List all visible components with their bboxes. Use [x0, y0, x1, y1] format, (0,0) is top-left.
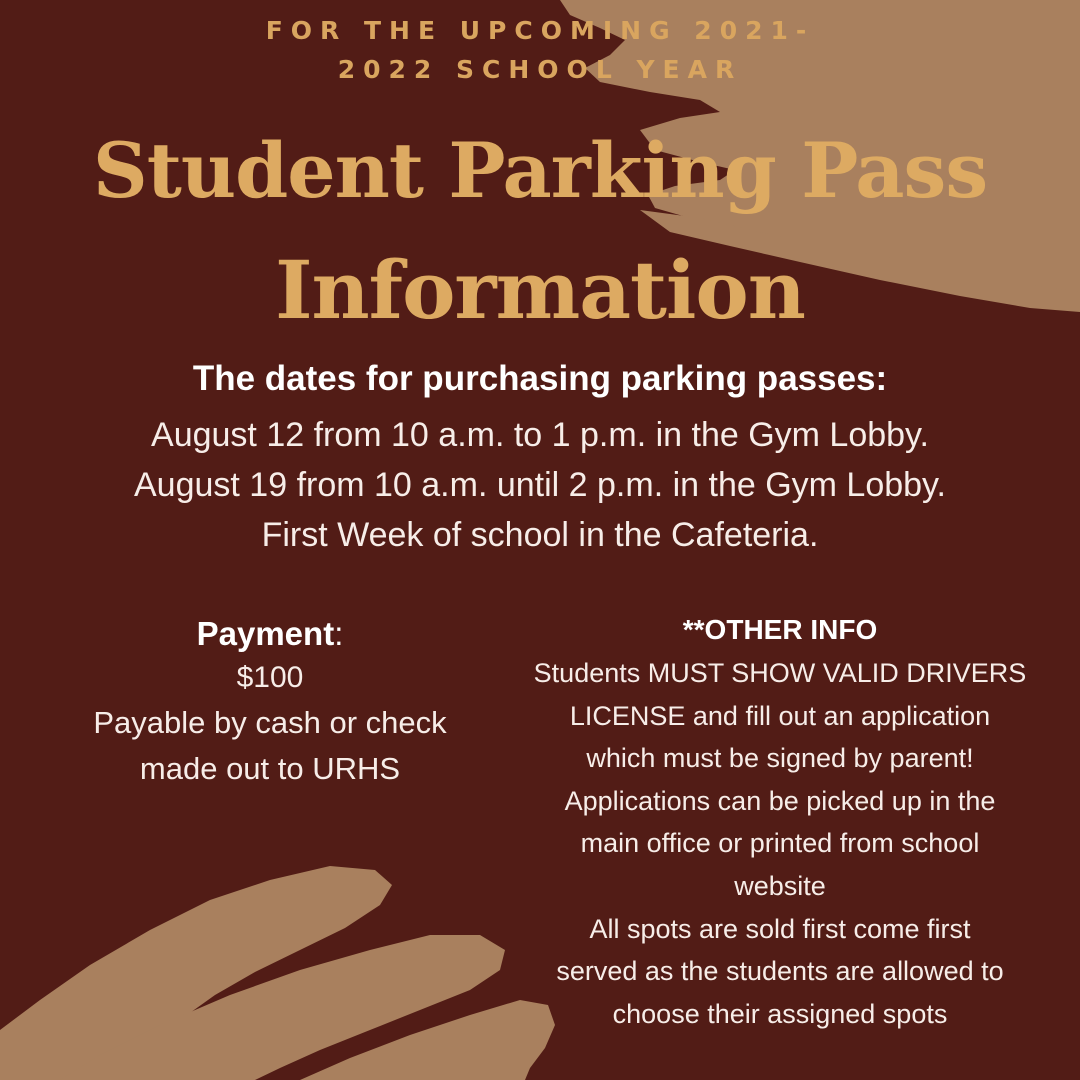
- other-info-line: main office or printed from school: [580, 828, 980, 859]
- other-info-body: [500, 652, 1060, 1035]
- other-info-heading: **OTHER INFO: [682, 614, 878, 645]
- payment-method: [40, 700, 500, 792]
- date-item: August 19 from 10 a.m. until 2 p.m. in the Gym Lobby.: [134, 466, 946, 504]
- poster-title-line-1: Student Parking Pass: [92, 126, 988, 215]
- payment-method-line: Payable by cash or check: [93, 704, 447, 740]
- dates-list: [0, 410, 1080, 560]
- date-item: August 12 from 10 a.m. to 1 p.m. in the Gym Lobby.: [151, 416, 929, 454]
- other-info-line: website: [734, 870, 826, 901]
- other-info-line: served as the students are allowed to: [556, 956, 1004, 987]
- other-info-line: All spots are sold first come first: [589, 913, 971, 944]
- payment-heading: [40, 614, 500, 654]
- payment-heading-colon: :: [334, 615, 344, 652]
- date-item: First Week of school in the Cafeteria.: [261, 516, 819, 554]
- payment-heading-label: Payment: [196, 615, 335, 652]
- other-info-line: which must be signed by parent!: [586, 743, 974, 774]
- payment-method-line: made out to URHS: [139, 750, 401, 786]
- other-info-section: [500, 612, 1060, 1035]
- other-info-line: Students MUST SHOW VALID DRIVERS: [533, 658, 1027, 688]
- tagline-line-1: FOR THE UPCOMING 2021-: [265, 16, 815, 45]
- payment-amount: $100: [236, 660, 304, 694]
- other-info-line: Applications can be picked up in the: [564, 785, 996, 816]
- tagline-line-2: 2022 SCHOOL YEAR: [337, 55, 743, 84]
- other-info-line: choose their assigned spots: [612, 998, 948, 1029]
- payment-section: [40, 614, 500, 792]
- poster-title-line-2: Information: [275, 243, 805, 337]
- dates-heading: The dates for purchasing parking passes:: [192, 359, 888, 398]
- other-info-line: LICENSE and fill out an application: [569, 700, 991, 731]
